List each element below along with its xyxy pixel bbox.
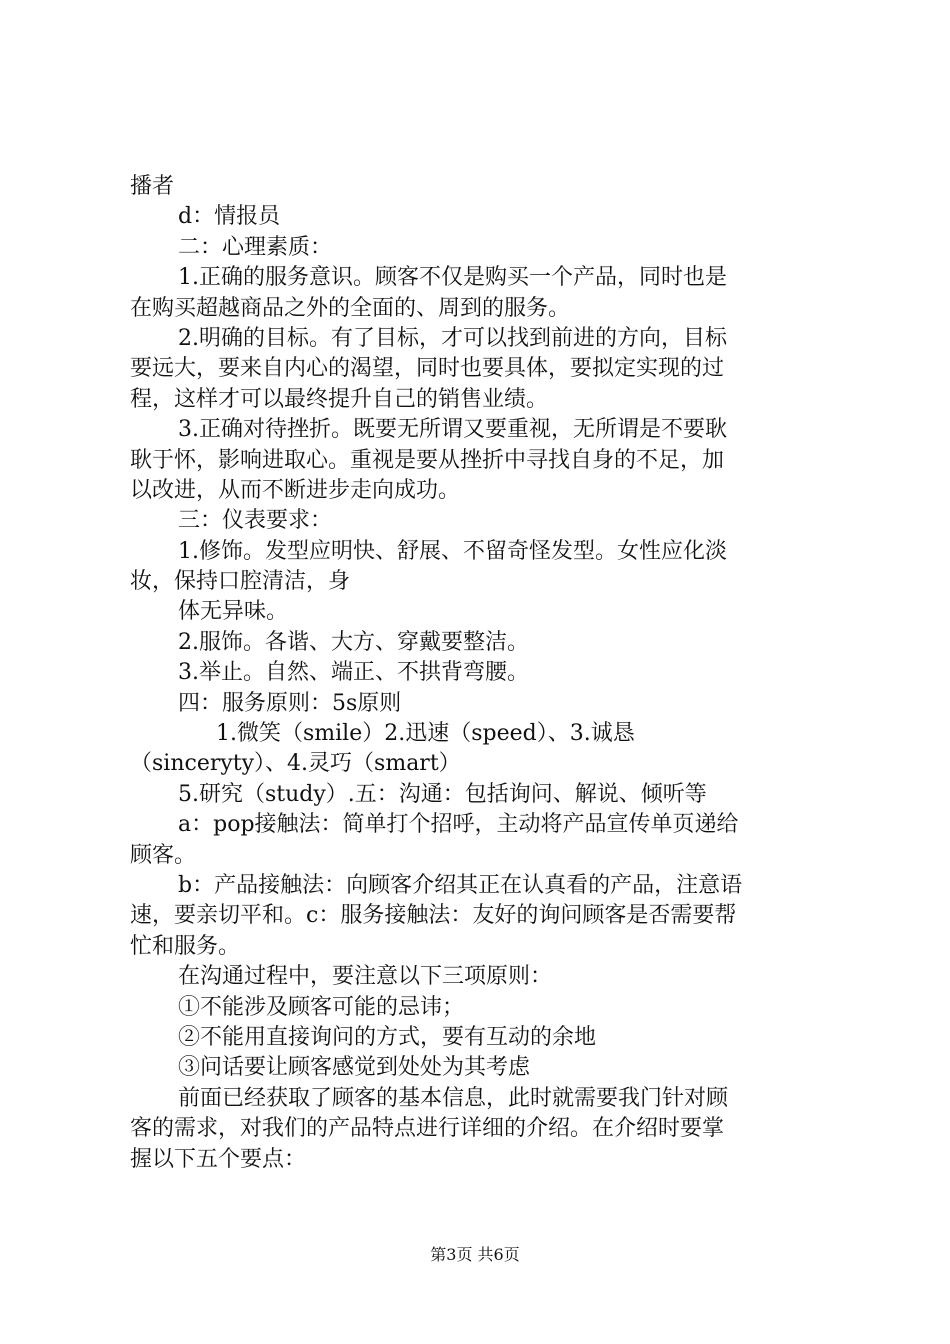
text-line: 体无异味。 — [178, 599, 289, 625]
text-line: 忙和服务。 — [130, 933, 241, 959]
text-line: 2.明确的目标。有了目标，才可以找到前进的方向，目标 — [178, 325, 727, 351]
text-line: 速，要亲切平和。c：服务接触法：友好的询问顾客是否需要帮 — [130, 903, 737, 929]
page-number-footer: 第3页 共6页 — [430, 1245, 520, 1264]
text-line: 5.研究（study）.五：沟通：包括询问、解说、倾听等 — [178, 781, 707, 807]
text-line: 1.修饰。发型应明快、舒展、不留奇怪发型。女性应化淡 — [178, 538, 727, 564]
text-line: a：pop接触法：简单打个招呼，主动将产品宣传单页递给 — [178, 812, 739, 838]
text-line: 妆，保持口腔清洁，身 — [130, 569, 351, 595]
text-line: 1.微笑（smile）2.迅速（speed）、3.诚恳 — [216, 721, 635, 747]
text-line: 在沟通过程中，要注意以下三项原则： — [178, 964, 553, 990]
text-line: 1.正确的服务意识。顾客不仅是购买一个产品，同时也是 — [178, 265, 727, 291]
text-line: 耿于怀，影响进取心。重视是要从挫折中寻找自身的不足，加 — [130, 447, 725, 473]
text-line: 二：心理素质： — [178, 234, 333, 260]
text-line: 3.举止。自然、端正、不拱背弯腰。 — [178, 660, 529, 686]
text-line: 在购买超越商品之外的全面的、周到的服务。 — [130, 295, 571, 321]
text-line: 程，这样才可以最终提升自己的销售业绩。 — [130, 386, 549, 412]
text-line: 前面已经获取了顾客的基本信息，此时就需要我门针对顾 — [178, 1085, 729, 1111]
text-line: ③问话要让顾客感觉到处处为其考虑 — [178, 1055, 531, 1081]
text-line: 播者 — [130, 174, 175, 199]
text-line: 要远大，要来自内心的渴望，同时也要具体，要拟定实现的过 — [130, 356, 725, 382]
text-line: 客的需求，对我们的产品特点进行详细的介绍。在介绍时要掌 — [130, 1116, 725, 1142]
document-body — [130, 172, 832, 1175]
text-line: ②不能用直接询问的方式，要有互动的余地 — [178, 1024, 597, 1050]
text-line: 握以下五个要点： — [130, 1146, 307, 1172]
text-line: d：情报员 — [178, 204, 281, 230]
text-line: 四：服务原则：5s原则 — [178, 690, 402, 716]
text-line: b：产品接触法：向顾客介绍其正在认真看的产品，注意语 — [178, 872, 743, 898]
text-line: 2.服饰。各谐、大方、穿戴要整洁。 — [178, 629, 529, 655]
text-line: 三：仪表要求： — [178, 508, 333, 534]
text-line: （sinceryty）、4.灵巧（smart） — [130, 751, 461, 777]
text-line: 3.正确对待挫折。既要无所谓又要重视，无所谓是不要耿 — [178, 417, 727, 443]
text-line: 以改进，从而不断进步走向成功。 — [130, 477, 461, 503]
text-line: ①不能涉及顾客可能的忌讳； — [178, 994, 465, 1020]
text-line: 顾客。 — [130, 842, 197, 868]
